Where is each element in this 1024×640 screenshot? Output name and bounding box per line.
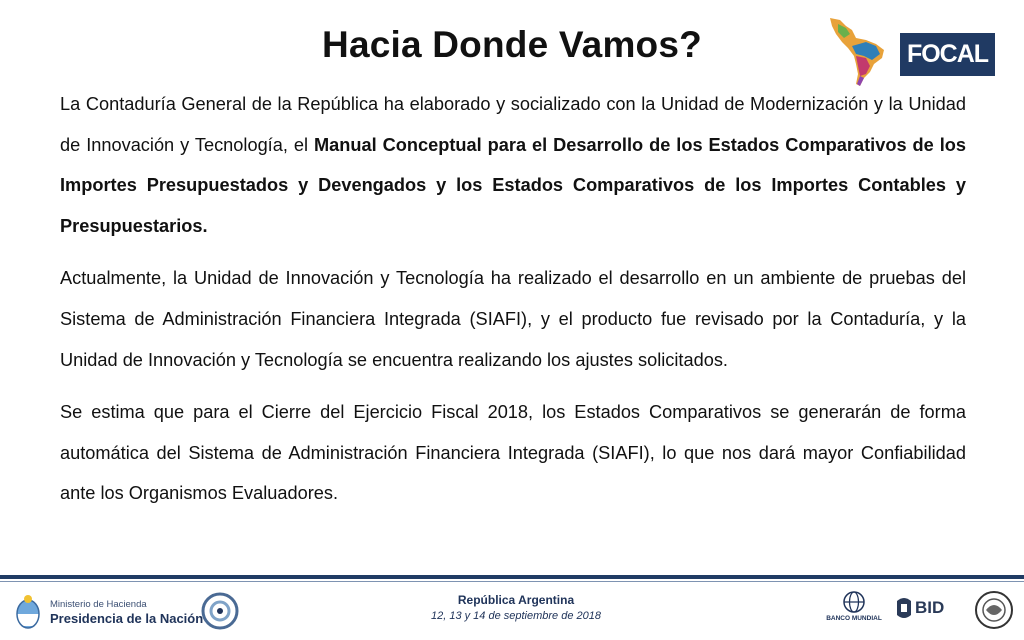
paragraph-2: Actualmente, la Unidad de Innovación y Tecnología ha realizado el desarrollo en un ambiente de pruebas del Sistema de Administración Financiera Integrada (SIAFI), y el producto fue revisado por la Contaduría, y la Unidad de Innovación y Tecnología se encuentra realizando los ajustes solicitados.	[60, 268, 966, 370]
ministry-logo	[14, 593, 203, 631]
ministry-name: Ministerio de Hacienda	[50, 599, 147, 610]
world-bank-logo	[822, 591, 886, 622]
paragraph-1	[60, 84, 966, 246]
paragraph-1-intro: La Contaduría General de la República ha elaborado y socializado con la Unidad de Modernización y la Unidad de Innovación y Tecnología, el	[60, 94, 966, 155]
bid-mark-icon	[895, 597, 913, 619]
presidency-name: Presidencia de la Nación	[50, 611, 204, 626]
event-dates: 12, 13 y 14 de septiembre de 2018	[430, 610, 601, 622]
world-bank-name: BANCO MUNDIAL	[826, 615, 882, 622]
latin-america-map-icon	[826, 16, 890, 88]
slide-title: Hacia Donde Vamos?	[322, 24, 702, 65]
event-country: República Argentina	[457, 593, 575, 607]
argentina-seal-icon	[14, 593, 42, 631]
footer-divider	[0, 575, 1024, 579]
bid-logo	[895, 597, 944, 619]
focal-logo: FOCAL	[900, 33, 995, 76]
body-text	[60, 84, 966, 526]
paragraph-1-manual-title: Manual Conceptual para el Desarrollo de los Estados Comparativos de los Importes Presupuestados y Devengados y los Estados Comparativos de los Importes Contables y Presupuestarios.	[60, 134, 966, 236]
institution-emblem-icon	[200, 591, 240, 631]
globe-icon	[843, 591, 865, 613]
paragraph-3: Se estima que para el Cierre del Ejercicio Fiscal 2018, los Estados Comparativos se generarán de forma automática del Sistema de Administración Financiera Integrada (SIAFI), lo que nos dará mayor Confiabilidad ante los Organismos Evaluadores.	[60, 402, 966, 504]
bid-name: BID	[915, 598, 945, 617]
event-info	[400, 593, 632, 622]
imf-seal-icon	[974, 590, 1014, 630]
footer	[0, 583, 1024, 640]
footer-divider-thin	[0, 581, 1024, 582]
